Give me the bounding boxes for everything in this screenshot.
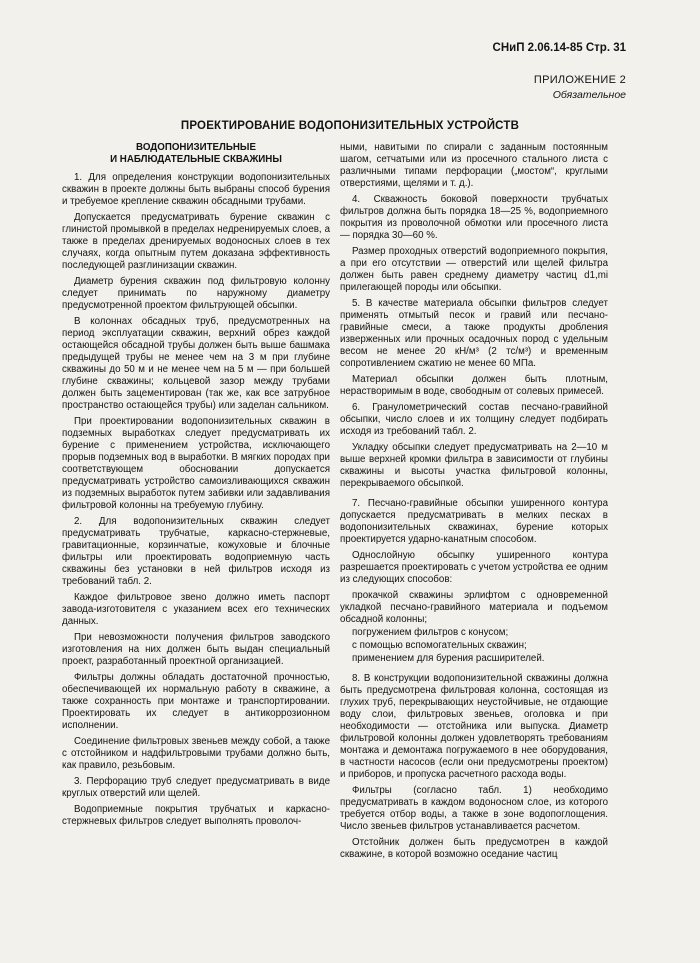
appendix-label: ПРИЛОЖЕНИЕ 2	[533, 74, 626, 86]
paragraph: Соединение фильтровых звеньев между собой, а также с отстойником и надфильтровыми трубами должно быть, как правило, резьбовым.	[62, 736, 330, 771]
paragraph: Допускается предусматривать бурение скважин с глинистой промывкой в пределах недренируемых слоев, а также в пределах дренируемых водоносных слоев в тех случаях, когда опытным путем доказана эффективность последующей разглинизации скважин.	[62, 212, 330, 271]
paragraph: При невозможности получения фильтров заводского изготовления на них должен быть выдан специальный проект, разработанный проектной организацией.	[62, 632, 330, 667]
paragraph: Материал обсыпки должен быть плотным, нерастворимым в воде, свободным от солевых примесей.	[340, 374, 608, 397]
paragraph: Каждое фильтровое звено должно иметь паспорт завода-изготовителя с указанием всех его технических данных.	[62, 592, 330, 627]
paragraph: 2. Для водопонизительных скважин следует предусматривать трубчатые, каркасно-стержневые, гравитационные, корзинчатые, кожуховые и блочные фильтры или проектировать водоприемную часть скважины без установки в ней фильтров исходя из требований табл. 2.	[62, 516, 330, 587]
paragraph: 5. В качестве материала обсыпки фильтров следует применять отмытый песок и гравий или песчано-гравийные смеси, а также продукты дробления изверженных или прочных осадочных пород с удельным весом не менее 20 кН/м³ (2 тс/м³) и временным сопротивлением сжатию не менее 60 МПа.	[340, 298, 608, 369]
list-item: прокачкой скважины эрлифтом с одновременной укладкой песчано-гравийного материала и подъемом обсадной колонны;	[340, 590, 608, 625]
list-item: с помощью вспомогательных скважин;	[352, 640, 527, 651]
paragraph: Водоприемные покрытия трубчатых и каркасно-стержневых фильтров следует выполнять проволоч-	[62, 804, 330, 827]
paragraph: В колоннах обсадных труб, предусмотренных на период эксплуатации скважин, верхний обрез каждой остающейся обсадной трубы должен быть выше башмака предыдущей трубы не менее чем на 3 м при глубине скважины до 50 м и не менее чем на 5 м — при большей глубине скважины; кольцевой зазор между трубами должен быть зацементирован (так же, как все затрубное пространство остающейся трубы) или заделан сальником.	[62, 316, 330, 411]
paragraph: ными, навитыми по спирали с заданным постоянным шагом, сетчатыми или из просечного стального листа с различными типами перфорации („мостом“, круглыми отверстиями, щелями и т. д.).	[340, 142, 608, 189]
paragraph: 1. Для определения конструкции водопонизительных скважин в проекте должны быть выбраны способ бурения и требуемое крепление скважин обсадными трубами.	[62, 172, 330, 207]
paragraph: При проектировании водопонизительных скважин в подземных выработках следует предусматривать их бурение с применением устройства, исключающего прорыв подземных вод в выработки. В мягких породах при соответствующем обосновании допускается предусматривать устройство самоизливающихся скважин из подземных выработок путем забивки или задавливания фильтровой колонны на требуемую глубину.	[62, 416, 330, 511]
paragraph: Фильтры должны обладать достаточной прочностью, обеспечивающей их нормальную работу в скважине, а также сохранность при монтаже и транспортировании. Проектировать их следует в антикоррозионном исполнении.	[62, 672, 330, 731]
left-column	[62, 142, 330, 832]
section-heading	[62, 142, 330, 166]
section-heading-line-2: И НАБЛЮДАТЕЛЬНЫЕ СКВАЖИНЫ	[110, 154, 282, 165]
paragraph: Диаметр бурения скважин под фильтровую колонну следует принимать по наружному диаметру предусмотренной проектом фильтрующей обсыпки.	[62, 276, 330, 311]
paragraph: 4. Скважность боковой поверхности трубчатых фильтров должна быть порядка 18—25 %, водоприемного покрытия из проволочной обмотки или просечного листа — порядка 30—60 %.	[340, 194, 608, 241]
section-heading-line-1: ВОДОПОНИЗИТЕЛЬНЫЕ	[136, 142, 256, 153]
list-item: погружением фильтров с конусом;	[352, 627, 509, 638]
appendix-status: Обязательное	[552, 89, 626, 101]
paragraph: Однослойную обсыпку уширенного контура разрешается проектировать с учетом устройства ее одним из следующих способов:	[340, 550, 608, 585]
paragraph: Фильтры (согласно табл. 1) необходимо предусматривать в каждом водоносном слое, из которого требуется отбор воды, а также в зоне водопоглощения. Число звеньев фильтров устанавливается расчетом.	[340, 785, 608, 832]
paragraph: Укладку обсыпки следует предусматривать на 2—10 м выше верхней кромки фильтра в зависимости от глубины скважины и высоты участка фильтровой колонны, перекрываемого обсыпкой.	[340, 442, 608, 489]
paragraph: 8. В конструкции водопонизительной скважины должна быть предусмотрена фильтровая колонна, состоящая из глухих труб, перекрывающих неустойчивые, не отдающие воду слои, фильтровых звеньев, оголовка и при необходимости — отстойника или выпуска. Диаметр фильтровой колонны должен удовлетворять требованиям монтажа и демонтажа погружаемого в нее оборудования, в частности насосов (если они предусмотрены проектом) и приборов, и пропуска расчетного расхода воды.	[340, 673, 608, 780]
paragraph: 6. Гранулометрический состав песчано-гравийной обсыпки, число слоев и их толщину следует подбирать исходя из требований табл. 2.	[340, 402, 608, 437]
page-header: СНиП 2.06.14-85 Стр. 31	[492, 42, 626, 54]
paragraph: 3. Перфорацию труб следует предусматривать в виде круглых отверстий или щелей.	[62, 776, 330, 799]
list-item: применением для бурения расширителей.	[352, 653, 545, 664]
paragraph: Размер проходных отверстий водоприемного покрытия, а при его отсутствии — отверстий или щелей фильтра должен быть равен среднему диаметру частиц d1,mi прилегающей породы или обсыпки.	[340, 246, 608, 293]
paragraph: Отстойник должен быть предусмотрен в каждой скважине, в которой возможно оседание частиц	[340, 837, 608, 860]
right-column	[340, 142, 608, 865]
page-title: ПРОЕКТИРОВАНИЕ ВОДОПОНИЗИТЕЛЬНЫХ УСТРОЙСТВ	[180, 120, 520, 132]
paragraph: 7. Песчано-гравийные обсыпки уширенного контура допускается предусматривать в мелких песках в водопонизительных скважинах, бурение которых проектируется ударно-канатным способом.	[340, 498, 608, 545]
